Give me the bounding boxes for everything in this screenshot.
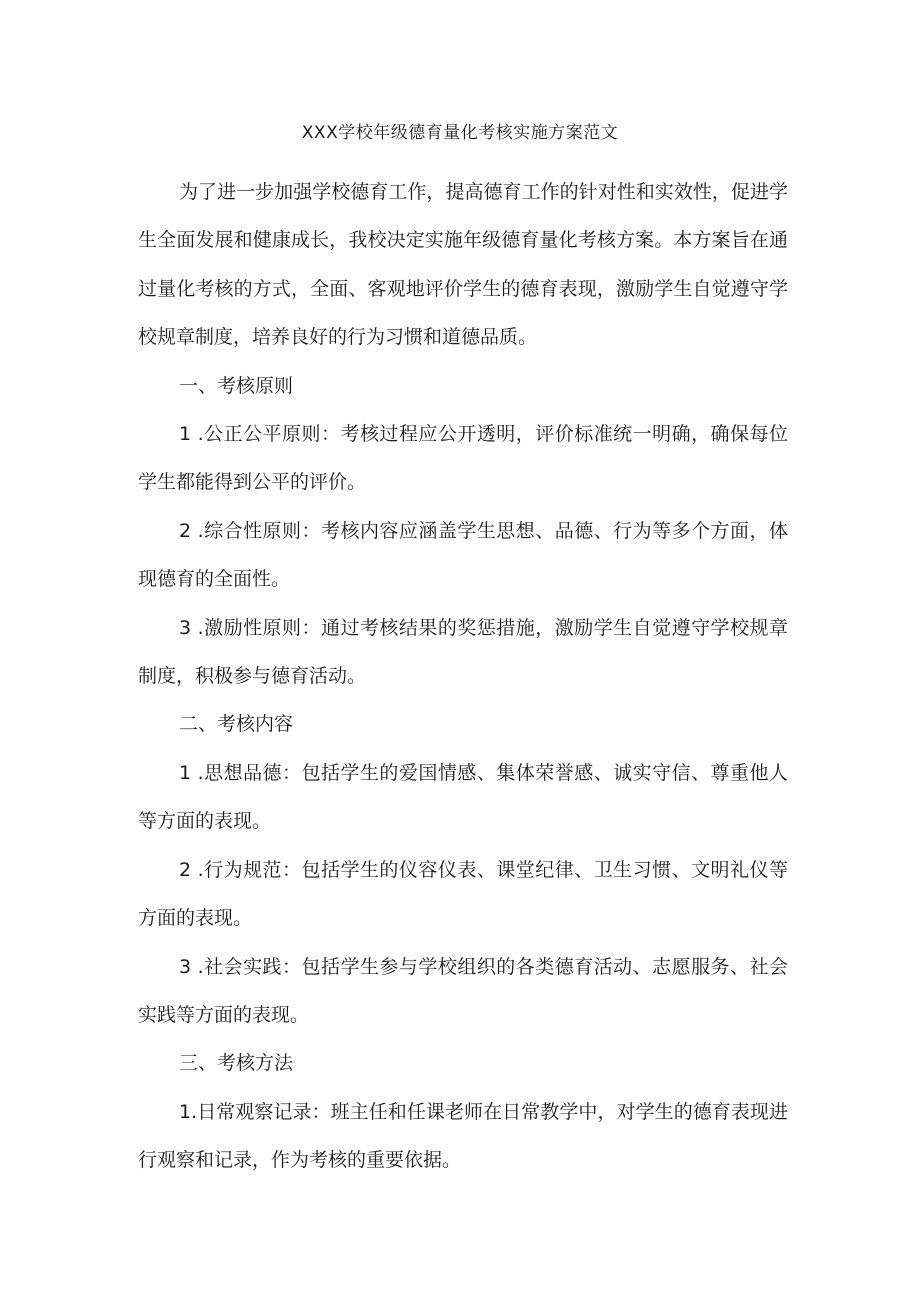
content-item-2: 2 .行为规范：包括学生的仪容仪表、课堂纪律、卫生习惯、文明礼仪等方面的表现。	[138, 858, 788, 930]
section-heading-content: 二、考核内容	[179, 713, 294, 736]
content-item-1: 1 .思想品德：包括学生的爱国情感、集体荣誉感、诚实守信、尊重他人等方面的表现。	[138, 761, 788, 833]
intro-paragraph: 为了进一步加强学校德育工作，提高德育工作的针对性和实效性，促进学生全面发展和健康成长，我校决定实施年级德育量化考核方案。本方案旨在通过量化考核的方式，全面、客观地评价学生的德育表现，激励学生自觉遵守学校规章制度，培养良好的行为习惯和道德品质。	[138, 181, 788, 349]
document-title: XXX学校年级德育量化考核实施方案范文	[301, 123, 619, 143]
principle-item-3: 3 .激励性原则：通过考核结果的奖惩措施，激励学生自觉遵守学校规章制度，积极参与德育活动。	[138, 616, 788, 688]
section-heading-methods: 三、考核方法	[179, 1052, 294, 1075]
content-item-3: 3 .社会实践：包括学生参与学校组织的各类德育活动、志愿服务、社会实践等方面的表现。	[138, 955, 788, 1026]
principle-item-2: 2 .综合性原则：考核内容应涵盖学生思想、品德、行为等多个方面，体现德育的全面性。	[138, 519, 788, 591]
section-heading-principles: 一、考核原则	[179, 374, 294, 397]
method-item-1: 1.日常观察记录：班主任和任课老师在日常教学中，对学生的德育表现进行观察和记录，作为考核的重要依据。	[138, 1100, 788, 1172]
document-body	[138, 168, 788, 1185]
principle-item-1: 1 .公正公平原则：考核过程应公开透明，评价标准统一明确，确保每位学生都能得到公平的评价。	[138, 423, 788, 494]
